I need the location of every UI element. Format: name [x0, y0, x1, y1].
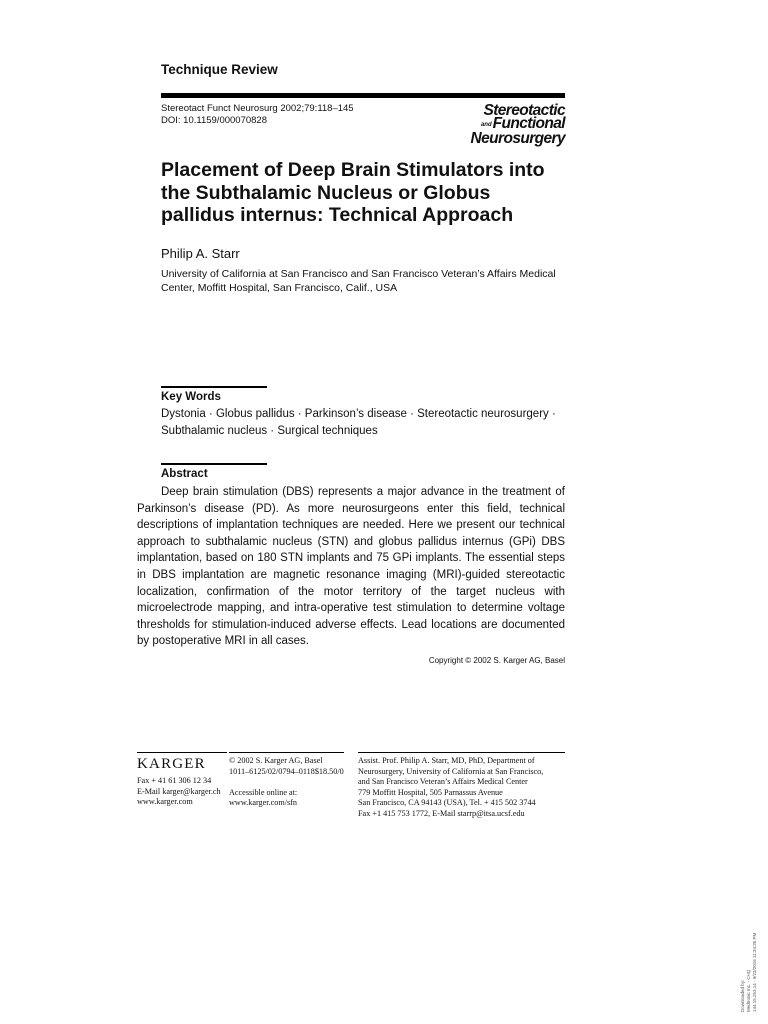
accessible-label: Accessible online at:	[229, 787, 298, 797]
download-note-line1: Downloaded by:	[740, 979, 745, 1012]
key-words-rule	[161, 386, 267, 388]
publisher-contact	[137, 776, 221, 808]
correspondence-line: Neurosurgery, University of California at San Francisco,	[358, 766, 544, 776]
download-note	[740, 882, 758, 1012]
journal-logo-line1: Stereotactic	[483, 102, 565, 119]
abstract-text: Deep brain stimulation (DBS) represents a major advance in the treatment of Parkinson’s disease (PD). As more neurosurgeons enter this field, technical descriptions of implantation techniques are needed. Here we present our technical approach to subthalamic nucleus (STN) and globus pallidus internus (GPi) DBS implantation, based on 180 STN implants and 75 GPi implants. The essential steps in DBS implantation are magnetic resonance imaging (MRI)-guided stereotactic localization, confirmation of the motor territory of the target nucleus with microelectrode mapping, and intra-operative test stimulation to determine voltage thresholds for stimulation-induced adverse effects. Lead locations are documented by postoperative MRI in all cases.	[137, 486, 565, 648]
abstract-heading: Abstract	[161, 468, 208, 480]
header-rule	[161, 93, 565, 98]
abstract-copyright: Copyright © 2002 S. Karger AG, Basel	[428, 656, 565, 665]
publication-info	[229, 756, 344, 809]
article-author: Philip A. Starr	[161, 246, 240, 261]
download-note-line2: Medtronic Inc. - CHQ	[746, 969, 751, 1012]
abstract-body	[137, 484, 565, 650]
publisher-email[interactable]: E-Mail karger@karger.ch	[137, 786, 221, 796]
correspondence-line: Fax +1 415 753 1772, E-Mail starrp@itsa.ucsf.edu	[358, 808, 525, 818]
publication-issn: 1011–6125/02/0794–0118$18.50/0	[229, 766, 344, 776]
correspondence-line: Assist. Prof. Philip A. Starr, MD, PhD, Department of	[358, 756, 535, 765]
footer-rule-right	[358, 752, 565, 753]
correspondence-line: San Francisco, CA 94143 (USA), Tel. + 415 502 3744	[358, 798, 536, 807]
accessible-url[interactable]: www.karger.com/sfn	[229, 798, 297, 807]
article-title: Placement of Deep Brain Stimulators into the Subthalamic Nucleus or Globus pallidus internus: Technical Approach	[161, 159, 545, 226]
publication-copyright: © 2002 S. Karger AG, Basel	[229, 756, 323, 765]
author-affiliation: University of California at San Francisco and San Francisco Veteran’s Affairs Medical Center, Moffitt Hospital, San Francisco, Calif., USA	[161, 268, 556, 294]
citation: Stereotact Funct Neurosurg 2002;79:118–145	[161, 103, 354, 114]
key-words-heading: Key Words	[161, 391, 221, 403]
publisher-website[interactable]: www.karger.com	[137, 797, 193, 806]
abstract-rule	[161, 463, 267, 465]
journal-logo-line2: Functional	[492, 115, 565, 132]
publisher-fax: Fax + 41 61 306 12 34	[137, 776, 212, 785]
journal-logo-line3: Neurosurgery	[470, 130, 565, 147]
key-words-text: Dystonia · Globus pallidus · Parkinson’s disease · Stereotactic neurosurgery · Subthalamic nucleus · Surgical techniques	[161, 408, 556, 437]
correspondence-line: and San Francisco Veteran’s Affairs Medical Center	[358, 777, 528, 786]
journal-logo	[455, 104, 565, 145]
doi: DOI: 10.1159/000070828	[161, 115, 267, 126]
footer-rule-left	[137, 752, 227, 753]
correspondence-address	[358, 756, 543, 819]
publisher-logo: KARGER	[137, 756, 206, 772]
section-label: Technique Review	[161, 62, 278, 77]
footer-rule-middle	[229, 752, 344, 753]
download-note-line3: 144.15.253.14 - 9/23/2016 11:34:35 PM	[752, 932, 757, 1012]
journal-logo-and: and	[480, 122, 492, 128]
correspondence-line: 779 Moffitt Hospital, 505 Parnassus Avenue	[358, 787, 503, 797]
journal-citation-block	[161, 103, 354, 127]
